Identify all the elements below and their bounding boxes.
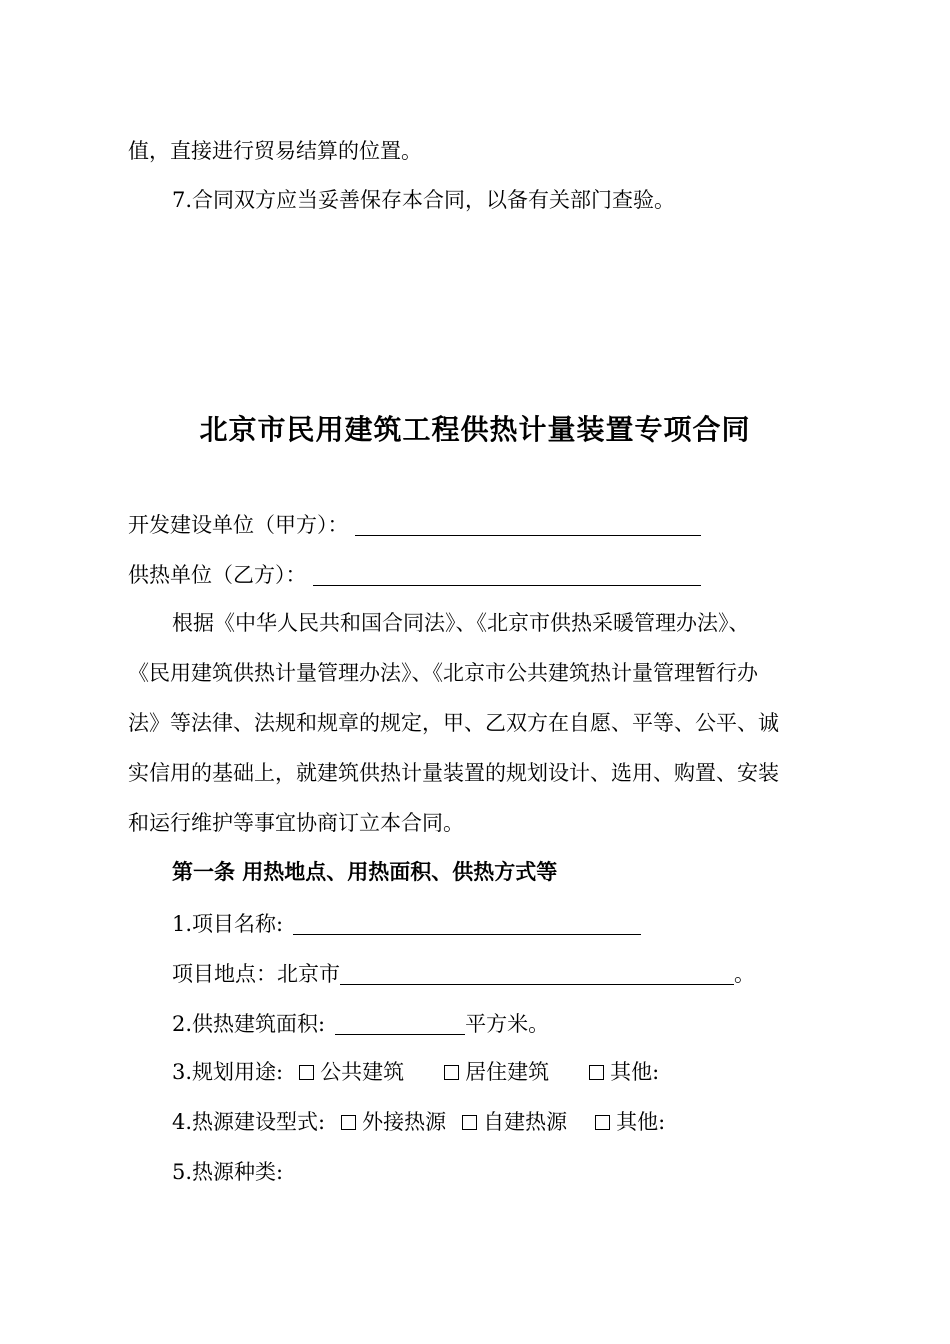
usage-checkbox-residential-icon[interactable] xyxy=(444,1065,459,1080)
party-a-row xyxy=(128,513,701,536)
source-type-row xyxy=(172,1112,665,1133)
area-row xyxy=(172,1012,549,1035)
usage-checkbox-other-icon[interactable] xyxy=(589,1065,604,1080)
source-option-external: 外接热源 xyxy=(362,1110,447,1134)
project-location-row xyxy=(172,962,755,985)
source-kind-label: 5.热源种类: xyxy=(172,1160,284,1184)
source-kind-row xyxy=(172,1162,283,1183)
source-checkbox-self-built-icon[interactable] xyxy=(462,1115,477,1130)
usage-label: 3.规划用途: xyxy=(172,1060,284,1084)
usage-option-public: 公共建筑 xyxy=(320,1060,405,1084)
party-b-label: 供热单位（乙方）： xyxy=(128,563,307,587)
usage-option-other: 其他: xyxy=(610,1060,660,1084)
source-type-label: 4.热源建设型式: xyxy=(172,1110,326,1134)
continuation-line-2: 7.合同双方应当妥善保存本合同，以备有关部门查验。 xyxy=(172,188,676,212)
source-option-self-built: 自建热源 xyxy=(483,1110,568,1134)
usage-row xyxy=(172,1062,659,1083)
contract-title: 北京市民用建筑工程供热计量装置专项合同 xyxy=(199,413,751,446)
project-name-row xyxy=(172,912,641,935)
project-name-blank[interactable] xyxy=(293,912,641,935)
party-b-row xyxy=(128,563,701,586)
usage-option-residential: 居住建筑 xyxy=(465,1060,550,1084)
area-blank[interactable] xyxy=(335,1012,465,1035)
project-location-blank[interactable] xyxy=(340,962,734,985)
area-unit: 平方米。 xyxy=(465,1012,550,1036)
preamble-line-1: 根据《中华人民共和国合同法》、《北京市供热采暖管理办法》、 xyxy=(172,611,750,635)
preamble-line-4: 实信用的基础上，就建筑供热计量装置的规划设计、选用、购置、安装 xyxy=(128,761,779,785)
party-a-label: 开发建设单位（甲方）： xyxy=(128,513,349,537)
article1-heading: 第一条 用热地点、用热面积、供热方式等 xyxy=(172,860,558,884)
project-location-label: 项目地点：北京市 xyxy=(172,962,340,986)
party-b-blank[interactable] xyxy=(313,563,701,586)
area-label: 2.供热建筑面积: xyxy=(172,1012,326,1036)
source-option-other: 其他: xyxy=(616,1110,666,1134)
preamble-line-3: 法》等法律、法规和规章的规定，甲、乙双方在自愿、平等、公平、诚 xyxy=(128,711,779,735)
source-checkbox-external-icon[interactable] xyxy=(341,1115,356,1130)
project-location-end: 。 xyxy=(734,962,755,986)
preamble-line-5: 和运行维护等事宜协商订立本合同。 xyxy=(128,811,464,835)
preamble-line-2: 《民用建筑供热计量管理办法》、《北京市公共建筑热计量管理暂行办 xyxy=(128,661,758,685)
project-name-label: 1.项目名称: xyxy=(172,912,284,936)
source-checkbox-other-icon[interactable] xyxy=(595,1115,610,1130)
party-a-blank[interactable] xyxy=(355,513,701,536)
continuation-line-1: 值，直接进行贸易结算的位置。 xyxy=(128,139,422,163)
usage-checkbox-public-icon[interactable] xyxy=(299,1065,314,1080)
